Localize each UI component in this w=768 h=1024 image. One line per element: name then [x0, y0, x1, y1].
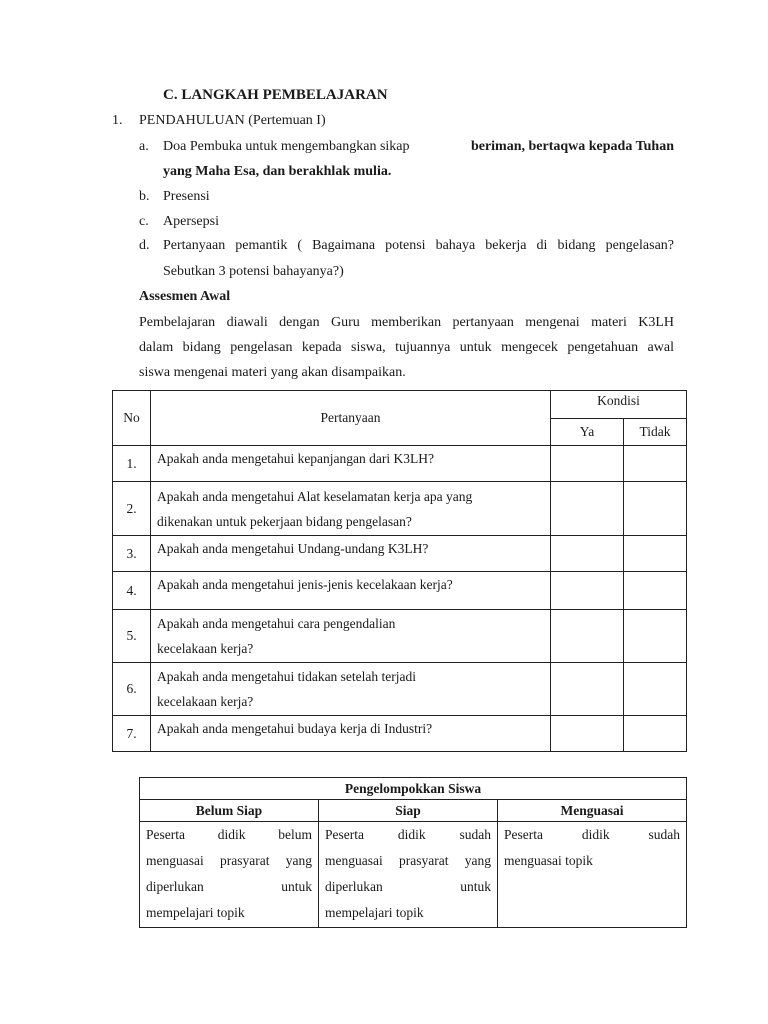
question-line: Apakah anda mengetahui cara pengendalian [157, 616, 396, 631]
question-line: Apakah anda mengetahui jenis-jenis kecelakaan kerja? [157, 577, 453, 592]
answer-no-cell[interactable] [624, 482, 687, 536]
question-line: Apakah anda mengetahui Alat keselamatan kerja apa yang [157, 488, 473, 504]
intro-number: 1. [112, 113, 123, 128]
row-question [151, 716, 551, 752]
answer-yes-cell[interactable] [551, 716, 624, 752]
description-line: diperlukan untuk [325, 879, 491, 894]
row-question [151, 610, 551, 663]
answer-yes-cell[interactable] [551, 536, 624, 572]
row-number: 5. [113, 610, 151, 663]
answer-yes-cell[interactable] [551, 572, 624, 610]
answer-yes-cell[interactable] [551, 663, 624, 716]
siap-description [319, 822, 498, 928]
row-number: 2. [113, 482, 151, 536]
table-row [113, 572, 687, 610]
item-a-bold-2: yang Maha Esa, dan berakhlak mulia. [163, 164, 392, 179]
description-line: Peserta didik sudah [325, 827, 491, 842]
column-header-siap: Siap [319, 800, 498, 822]
assessment-paragraph-line: siswa mengenai materi yang akan disampaikan. [139, 365, 406, 380]
header-no: No [113, 391, 151, 446]
answer-yes-cell[interactable] [551, 446, 624, 482]
column-header-belum-siap: Belum Siap [140, 800, 319, 822]
grouping-title: Pengelompokkan Siswa [140, 778, 687, 800]
description-line: diperlukan untuk [146, 879, 312, 894]
description-line: menguasai prasyarat yang [146, 853, 312, 868]
answer-no-cell[interactable] [624, 446, 687, 482]
row-question [151, 572, 551, 610]
table-row [113, 482, 687, 536]
question-line: Apakah anda mengetahui tidakan setelah terjadi [157, 669, 417, 684]
item-a-line1 [163, 139, 674, 155]
description-line: mempelajari topik [146, 905, 245, 920]
column-header-menguasai: Menguasai [498, 800, 687, 822]
intro-title: PENDAHULUAN (Pertemuan I) [139, 113, 326, 128]
table-row [113, 663, 687, 716]
table-row [113, 446, 687, 482]
question-line: Apakah anda mengetahui kepanjangan dari K3LH? [157, 451, 435, 466]
row-number: 4. [113, 572, 151, 610]
row-question [151, 536, 551, 572]
answer-yes-cell[interactable] [551, 482, 624, 536]
description-line: menguasai prasyarat yang [325, 853, 491, 868]
row-number: 6. [113, 663, 151, 716]
assessment-heading: Assesmen Awal [139, 289, 231, 304]
table-row [113, 610, 687, 663]
row-number: 1. [113, 446, 151, 482]
table-row [113, 716, 687, 752]
item-b-text: Presensi [163, 189, 210, 204]
row-number: 7. [113, 716, 151, 752]
item-letter: c. [139, 214, 149, 229]
menguasai-description [498, 822, 687, 928]
item-letter: a. [139, 139, 149, 154]
answer-yes-cell[interactable] [551, 610, 624, 663]
row-number: 3. [113, 536, 151, 572]
description-line: Peserta didik sudah [504, 827, 680, 842]
item-a-bold-1: beriman, bertaqwa kepada Tuhan [470, 139, 674, 154]
question-line: Apakah anda mengetahui budaya kerja di Industri? [157, 721, 433, 736]
description-line: mempelajari topik [325, 905, 424, 920]
assessment-table [112, 390, 687, 752]
question-line: kecelakaan kerja? [157, 641, 254, 656]
item-letter: b. [139, 189, 150, 204]
header-question: Pertanyaan [151, 391, 551, 446]
question-line: Apakah anda mengetahui Undang-undang K3LH? [157, 541, 429, 556]
answer-no-cell[interactable] [624, 536, 687, 572]
answer-no-cell[interactable] [624, 572, 687, 610]
description-line: Peserta didik belum [146, 827, 312, 842]
row-question [151, 482, 551, 536]
belum-siap-description [140, 822, 319, 928]
grouping-table [139, 777, 687, 928]
table-row [113, 536, 687, 572]
item-letter: d. [139, 238, 150, 253]
row-question [151, 446, 551, 482]
answer-no-cell[interactable] [624, 610, 687, 663]
header-no-answer: Tidak [624, 419, 687, 446]
row-question [151, 663, 551, 716]
assessment-paragraph-line: Pembelajaran diawali dengan Guru memberikan pertanyaan mengenai materi K3LH [139, 315, 674, 330]
assessment-paragraph-line: dalam bidang pengelasan kepada siswa, tujuannya untuk mengecek pengetahuan awal [139, 340, 674, 355]
question-line: kecelakaan kerja? [157, 694, 254, 709]
header-condition: Kondisi [551, 391, 687, 419]
item-d-line2: Sebutkan 3 potensi bahayanya?) [163, 264, 344, 279]
answer-no-cell[interactable] [624, 716, 687, 752]
answer-no-cell[interactable] [624, 663, 687, 716]
section-title: C. LANGKAH PEMBELAJARAN [163, 87, 388, 103]
item-a-plain: Doa Pembuka untuk mengembangkan sikap [163, 139, 410, 154]
header-yes: Ya [551, 419, 624, 446]
description-line: menguasai topik [504, 853, 593, 868]
item-d-line1: Pertanyaan pemantik ( Bagaimana potensi bahaya bekerja di bidang pengelasan? [163, 238, 674, 253]
item-c-text: Apersepsi [163, 214, 219, 229]
question-line: dikenakan untuk pekerjaan bidang pengelasan? [157, 513, 412, 529]
